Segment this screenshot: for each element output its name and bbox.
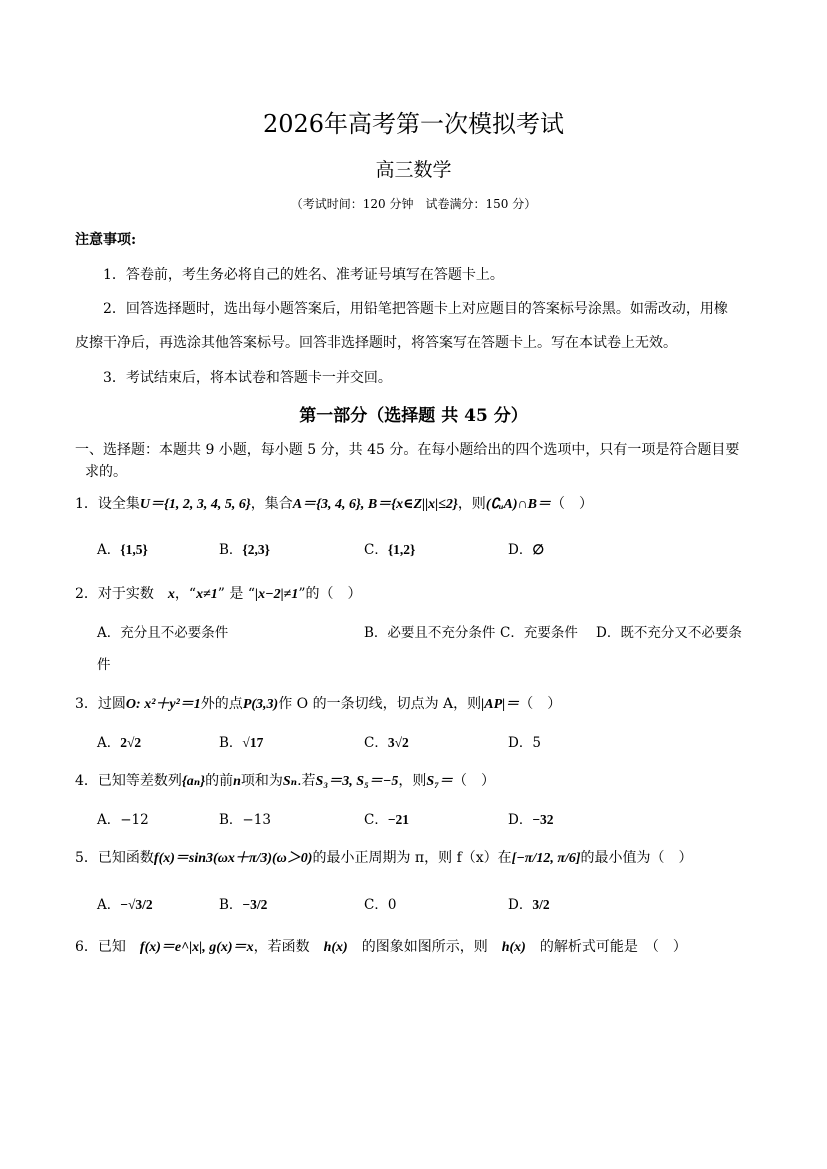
interval: [−π/12, π/6] [511, 851, 581, 866]
asked-sum: S₇＝ [426, 774, 454, 789]
set-u: U＝{1, 2, 3, 4, 5, 6} [139, 497, 251, 512]
question-number: 3． [75, 696, 98, 712]
option-d[interactable]: D．既不充分又不必要条 [596, 625, 742, 641]
question-6: 6．已知 f(x)＝e^|x|, g(x)＝x，若函数 h(x) 的图象如图所示，则 h(x) 的解析式可能是 （ ） [75, 939, 687, 955]
question-number: 5． [75, 850, 98, 866]
option-b[interactable]: B．−13 [219, 812, 271, 828]
option-a[interactable]: A．−12 [97, 812, 149, 828]
option-a[interactable]: A．2√2 [97, 735, 142, 751]
point-p: P(3,3) [242, 697, 279, 712]
option-b[interactable]: B．−3/2 [219, 897, 268, 913]
option-d[interactable]: D．∅ [508, 542, 545, 558]
sequence: {aₙ} [181, 774, 206, 789]
part1-instruction: 一、选择题：本题共 9 小题，每小题 5 分，共 45 分。在每小题给出的四个选项中，只有一项是符合题目要 [75, 442, 740, 458]
note-item: 1．答卷前，考生务必将自己的姓名、准考证号填写在答题卡上。 [103, 267, 504, 283]
functions-f-g: f(x)＝e^|x|, g(x)＝x [139, 940, 254, 955]
condition-1: x≠1 [196, 587, 218, 602]
part1-instruction-cont: 求的。 [85, 464, 127, 480]
option-d[interactable]: D．3/2 [508, 897, 550, 913]
note-item: 2．回答选择题时，选出每小题答案后，用铅笔把答题卡上对应题目的答案标号涂黑。如需改动，用橡 [103, 301, 728, 317]
segment-ap: |AP|＝ [481, 697, 520, 712]
question-5: 5．已知函数f(x)＝sin3(ωx＋π/3)(ω＞0)的最小正周期为 π，则 f（x）在[−π/12, π/6]的最小值为（ ） [75, 850, 693, 866]
option-b[interactable]: B．必要且不充分条件 [364, 625, 496, 641]
circle-equation: O: x²＋y²＝1 [125, 697, 201, 712]
option-a[interactable]: A．充分且不必要条件 [97, 625, 229, 641]
option-c[interactable]: C．−21 [364, 812, 410, 828]
option-b[interactable]: B．{2,3} [219, 542, 270, 558]
note-item: 3．考试结束后，将本试卷和答题卡一并交回。 [103, 370, 392, 386]
set-expression: (∁ᵤA)∩B＝ [485, 497, 551, 512]
function-f: f(x)＝sin3(ωx＋π/3)(ω＞0) [153, 851, 313, 866]
option-a[interactable]: A．−√3/2 [97, 897, 153, 913]
exam-meta: （考试时间：120 分钟 试卷满分：150 分） [290, 197, 537, 211]
question-number: 6． [75, 939, 98, 955]
question-2: 2．对于实数 x，“x≠1” 是 “|x−2|≠1”的（ ） [75, 586, 362, 602]
exam-title: 2026年高考第一次模拟考试 [262, 110, 565, 138]
part1-title: 第一部分（选择题 共 45 分） [299, 406, 528, 426]
notes-title: 注意事项: [75, 232, 137, 248]
option-d[interactable]: D．−32 [508, 812, 554, 828]
question-1: 1．设全集U＝{1, 2, 3, 4, 5, 6}，集合A＝{3, 4, 6}, B＝{x∈Z||x|≤2}，则(∁ᵤA)∩B＝（ ） [75, 496, 593, 512]
option-c[interactable]: C．0 [364, 897, 397, 913]
question-number: 2． [75, 586, 98, 602]
question-number: 1． [75, 496, 98, 512]
question-4: 4．已知等差数列{aₙ}的前n项和为Sₙ.若S₃＝3, S₅＝−5，则S₇＝（ ） [75, 773, 496, 789]
option-b[interactable]: B．√17 [219, 735, 264, 751]
question-3: 3．过圆O: x²＋y²＝1外的点P(3,3)作 O 的一条切线，切点为 A，则|AP|＝（ ） [75, 696, 562, 712]
given-sums: S₃＝3, S₅＝−5 [315, 774, 399, 789]
question-number: 4． [75, 773, 98, 789]
option-c[interactable]: C．{1,2} [364, 542, 416, 558]
option-c[interactable]: C．3√2 [364, 735, 409, 751]
option-a[interactable]: A．{1,5} [97, 542, 148, 558]
option-d-wrap: 件 [97, 657, 111, 673]
sets-a-b: A＝{3, 4, 6}, B＝{x∈Z||x|≤2} [292, 497, 458, 512]
option-d[interactable]: D．5 [508, 735, 541, 751]
subject-title: 高三数学 [375, 159, 452, 181]
option-c[interactable]: C．充要条件 [500, 625, 578, 641]
note-item: 皮擦干净后，再选涂其他答案标号。回答非选择题时，将答案写在答题卡上。写在本试卷上无效。 [75, 335, 677, 351]
condition-2: |x−2|≠1 [255, 587, 299, 602]
